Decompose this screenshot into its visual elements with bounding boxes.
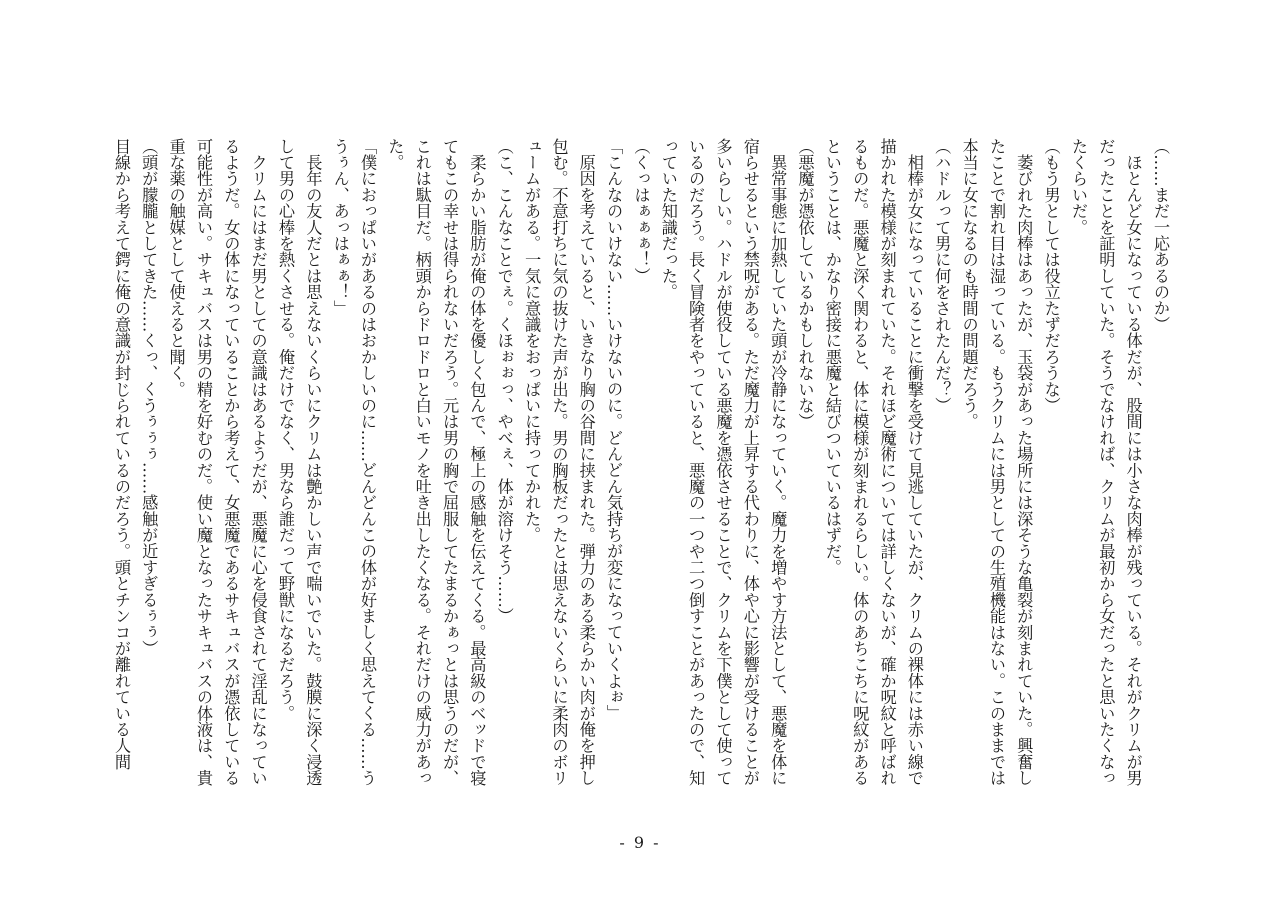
text-line: （こ、こんなことでぇ。くほぉぉっ、やべぇ、体が溶けそう……） (494, 138, 514, 624)
text-line: 相棒が女になっていることに衝撃を受けて見逃していたが、クリムの裸体には赤い線で (904, 138, 924, 786)
text-line: これは駄目だ。柄頭からドロドロと白いモノを吐き出したくなる。それだけの威力があっ (412, 138, 432, 786)
text-line: （もう男としては役立たずだろうな） (1041, 138, 1061, 414)
text-line: てもこの幸せは得られないだろう。元は男の胸で屈服してたまるかぁっとは思うのだが、 (440, 138, 460, 786)
text-line: たことで割れ目は湿っている。もうクリムには男としての生殖機能はない。このままでは (986, 138, 1006, 786)
text-line: ということは、かなり密接に悪魔と結びついているはずだ。 (822, 138, 842, 576)
text-line: たくらいだ。 (1068, 138, 1088, 236)
text-line: 「僕におっぱいがあるのはおかしいのに……どんどんこの体が好ましく思えてくる……う (358, 138, 378, 786)
text-line: （悪魔が憑依しているかもしれないな） (795, 138, 815, 430)
text-line: 本当に女になるのも時間の問題だろう。 (959, 138, 979, 430)
text-line: るようだ。女の体になっていることから考えて、女悪魔であるサキュバスが憑依している (221, 138, 241, 786)
text-line: うぅん、あっはぁぁ！」 (330, 138, 350, 317)
text-line: いるのだろう。長く冒険者をやっていると、悪魔の一つや二つ倒すことがあったので、知 (686, 138, 706, 786)
text-line: 目線から考えて鍔に俺の意識が封じられているのだろう。頭とチンコが離れている人間 (111, 138, 131, 770)
text-line: っていた知識だった。 (658, 138, 678, 300)
text-line: 柔らかい脂肪が俺の体を優しく包んで、極上の感触を伝えてくる。最高級のベッドで寝 (467, 138, 487, 786)
text-line: 宿らせるという禁呪がある。ただ魔力が上昇する代わりに、体や心に影響が受けることが (740, 138, 760, 786)
text-line: だったことを証明していた。そうでなければ、クリムが最初から女だったと思いたくなっ (1096, 138, 1116, 786)
text-line: 萎びれた肉棒はあったが、玉袋があった場所には深そうな亀裂が刻まれていた。興奮し (1014, 138, 1034, 786)
text-line: ほとんど女になっている体だが、股間には小さな肉棒が残っている。それがクリムが男 (1123, 138, 1143, 786)
text-line: して男の心棒を熱くさせる。俺だけでなく、男なら誰だって野獣になるだろう。 (276, 138, 295, 722)
text-line: 可能性が高い。サキュバスは男の精を好むのだ。使い魔となったサキュバスの体液は、貴 (193, 138, 213, 787)
text-line: （頭が朦朧としてきた……くっ、くうぅぅぅ……感触が近すぎるぅぅ） (139, 138, 159, 657)
text-line: （くっはぁぁぁ！） (631, 138, 651, 284)
text-line: 重な薬の触媒として使えると聞く。 (166, 138, 186, 398)
text-line: 多いらしい。ハドルが使役している悪魔を憑依させることで、クリムを下僕として使って (713, 138, 733, 786)
vertical-text-body (104, 138, 1174, 787)
text-line: クリムにはまだ男としての意識はあるようだが、悪魔に心を侵食されて淫乱になってい (248, 138, 268, 786)
text-line: 包む。不意打ちに気の抜けた声が出た。男の胸板だったとは思えないくらいに柔肉のボリ (549, 138, 569, 786)
text-line: 「こんなのいけない……いけないのに。どんどん気持ちが変になっていくよぉ」 (604, 138, 624, 722)
text-line: 長年の友人だとは思えないくらいにクリムは艶かしい声で喘いでいた。鼓膜に深く浸透 (303, 138, 323, 786)
text-line: （……まだ一応あるのか） (1151, 138, 1170, 333)
text-line: ュームがある。一気に意識をおっぱいに持ってかれた。 (522, 138, 542, 543)
text-line: た。 (385, 138, 405, 171)
page-number: - 9 - (619, 833, 661, 852)
text-line: るものだ。悪魔と深く関わると、体に模様が刻まれるらしい。体のあちこちに呪紋がある (850, 138, 870, 786)
text-line: 描かれた模様が刻まれていた。それほど魔術については詳しくないが、確か呪紋と呼ばれ (877, 138, 897, 786)
text-line: （ハドルって男に何をされたんだ？） (932, 138, 952, 414)
text-line: 異常事態に加熱していた頭が冷静になっていく。魔力を増やす方法として、悪魔を体に (768, 138, 788, 786)
text-line: 原因を考えていると、いきなり胸の谷間に挟まれた。弾力のある柔らかい肉が俺を押し (576, 138, 596, 786)
